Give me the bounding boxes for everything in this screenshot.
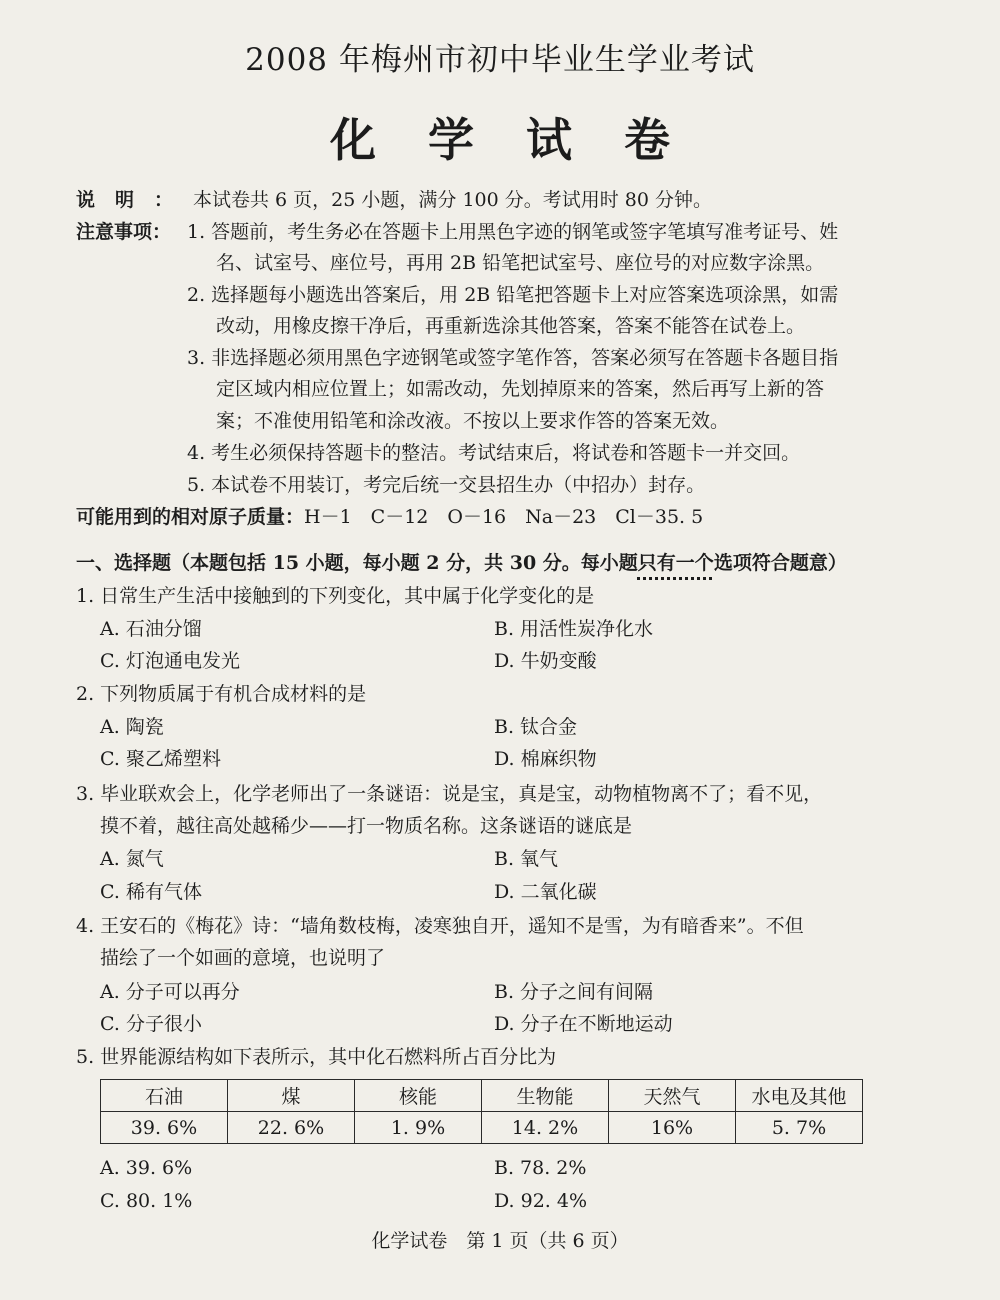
table-cell: 39. 6% — [101, 1112, 228, 1144]
option-c: C. 分子很小 — [100, 1013, 202, 1035]
atomic-mass-values: H－1 C－12 O－16 Na－23 Cl－35. 5 — [304, 506, 704, 528]
table-row — [101, 1112, 863, 1144]
exam-subject-title: 化学试卷 — [330, 113, 722, 167]
table-header-cell: 生物能 — [482, 1080, 609, 1112]
notes-label: 注意事项： — [76, 221, 172, 243]
option-d: D. 牛奶变酸 — [494, 650, 597, 672]
section-heading-emphasis: 只有一个 — [637, 552, 714, 574]
table-header-cell: 石油 — [101, 1080, 228, 1112]
explain-line — [76, 187, 712, 213]
atomic-mass-label: 可能用到的相对原子质量： — [76, 506, 305, 528]
question-4: 4. 王安石的《梅花》诗：“墙角数枝梅，凌寒独自开，遥知不是雪，为有暗香来”。不但 — [76, 915, 804, 937]
option-d: D. 二氧化碳 — [494, 881, 597, 903]
option-c: C. 80. 1% — [100, 1190, 193, 1212]
option-a: A. 分子可以再分 — [100, 981, 240, 1003]
option-d: D. 分子在不断地运动 — [494, 1013, 673, 1035]
energy-structure-table — [100, 1079, 863, 1144]
atomic-mass-line — [76, 504, 703, 530]
option-b: B. 钛合金 — [494, 716, 578, 738]
section-heading-part: 选项符合题意） — [713, 552, 847, 574]
note-line: 案；不准使用铅笔和涂改液。不按以上要求作答的答案无效。 — [216, 410, 730, 432]
question-2: 2. 下列物质属于有机合成材料的是 — [76, 683, 367, 705]
question-3: 3. 毕业联欢会上，化学老师出了一条谜语：说是宝，真是宝，动物植物离不了；看不见， — [76, 783, 823, 805]
option-d: D. 92. 4% — [494, 1190, 588, 1212]
section-heading-part: 一、选择题（本题包括 15 小题，每小题 2 分，共 30 分。每小题 — [76, 552, 638, 574]
question-3-cont: 摸不着，越往高处越稀少——打一物质名称。这条谜语的谜底是 — [100, 815, 633, 837]
note-line: 5. 本试卷不用装订，考完后统一交县招生办（中招办）封存。 — [187, 474, 706, 496]
explain-text: 本试卷共 6 页，25 小题，满分 100 分。考试用时 80 分钟。 — [193, 189, 713, 211]
option-b: B. 分子之间有间隔 — [494, 981, 654, 1003]
option-b: B. 78. 2% — [494, 1157, 587, 1179]
exam-title: 2008 年梅州市初中毕业生学业考试 — [245, 42, 755, 78]
option-b: B. 氧气 — [494, 848, 559, 870]
table-cell: 22. 6% — [228, 1112, 355, 1144]
note-line: 3. 非选择题必须用黑色字迹钢笔或签字笔作答，答案必须写在答题卡各题目指 — [187, 347, 839, 369]
option-c: C. 稀有气体 — [100, 881, 202, 903]
option-c: C. 灯泡通电发光 — [100, 650, 240, 672]
explain-label: 说明： — [76, 189, 194, 211]
table-header-cell: 水电及其他 — [736, 1080, 863, 1112]
table-header-cell: 核能 — [355, 1080, 482, 1112]
note-line: 定区域内相应位置上；如需改动，先划掉原来的答案，然后再写上新的答 — [216, 378, 825, 400]
table-cell: 16% — [609, 1112, 736, 1144]
section-heading — [76, 550, 847, 576]
option-a: A. 39. 6% — [100, 1157, 193, 1179]
table-header-cell: 天然气 — [609, 1080, 736, 1112]
option-a: A. 氮气 — [100, 848, 164, 870]
table-header-cell: 煤 — [228, 1080, 355, 1112]
note-line: 1. 答题前，考生务必在答题卡上用黑色字迹的钢笔或签字笔填写准考证号、姓 — [187, 221, 839, 243]
option-d: D. 棉麻织物 — [494, 748, 597, 770]
question-4-cont: 描绘了一个如画的意境，也说明了 — [100, 947, 386, 969]
note-line: 2. 选择题每小题选出答案后，用 2B 铅笔把答题卡上对应答案选项涂黑，如需 — [187, 284, 839, 306]
note-line: 名、试室号、座位号，再用 2B 铅笔把试室号、座位号的对应数字涂黑。 — [216, 252, 825, 274]
table-cell: 5. 7% — [736, 1112, 863, 1144]
option-b: B. 用活性炭净化水 — [494, 618, 654, 640]
page-footer: 化学试卷 第 1 页（共 6 页） — [371, 1230, 629, 1252]
table-cell: 1. 9% — [355, 1112, 482, 1144]
question-1: 1. 日常生产生活中接触到的下列变化，其中属于化学变化的是 — [76, 585, 595, 607]
table-cell: 14. 2% — [482, 1112, 609, 1144]
table-header-row — [101, 1080, 863, 1112]
question-5: 5. 世界能源结构如下表所示，其中化石燃料所占百分比为 — [76, 1046, 557, 1068]
option-c: C. 聚乙烯塑料 — [100, 748, 221, 770]
note-line: 4. 考生必须保持答题卡的整洁。考试结束后，将试卷和答题卡一并交回。 — [187, 442, 801, 464]
option-a: A. 石油分馏 — [100, 618, 202, 640]
note-line: 改动，用橡皮擦干净后，再重新选涂其他答案，答案不能答在试卷上。 — [216, 315, 806, 337]
option-a: A. 陶瓷 — [100, 716, 164, 738]
